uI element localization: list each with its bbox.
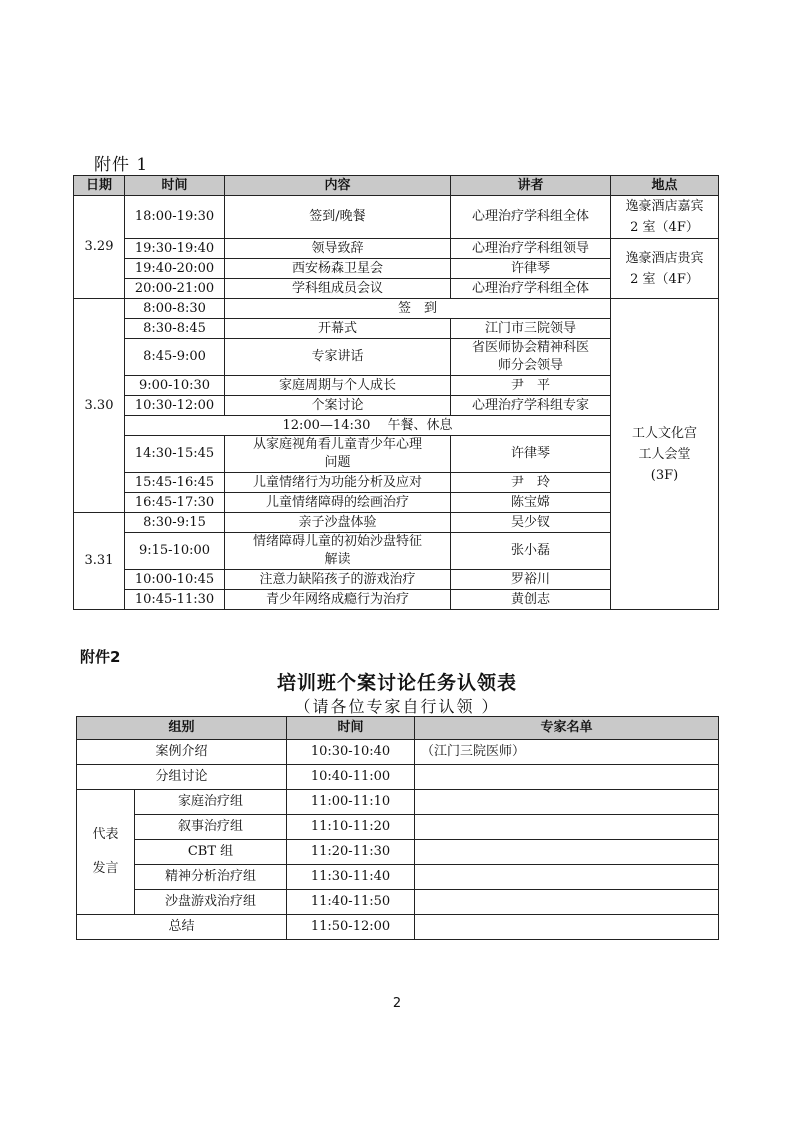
rep-label-line: 代表 — [92, 827, 119, 842]
attachment1-title: 附件 1 — [94, 155, 149, 175]
table-row — [77, 915, 719, 940]
location-line: (3F) — [650, 467, 679, 483]
speaker-cell: 许律琴 — [451, 436, 611, 473]
content-cell: 专家讲话 — [225, 339, 451, 376]
date-cell: 3.31 — [74, 513, 125, 610]
discussion-table-subheading: （请各位专家自行认领 ） — [294, 697, 500, 716]
schedule-table — [73, 175, 719, 610]
speaker-cell: 吴少钗 — [451, 513, 611, 533]
experts-cell[interactable] — [415, 790, 719, 815]
experts-cell[interactable] — [415, 915, 719, 940]
content-cell — [225, 436, 451, 473]
content-line: 从家庭视角看儿童青少年心理 — [252, 437, 422, 452]
schedule-header-row — [74, 176, 719, 196]
location-line: 2 室（4F） — [630, 220, 699, 235]
time-cell: 11:50-12:00 — [287, 915, 415, 940]
time-cell: 10:00-10:45 — [125, 570, 225, 590]
location-line: 逸豪酒店贵宾 — [625, 250, 704, 266]
header-location: 地点 — [611, 176, 719, 196]
content-cell: 注意力缺陷孩子的游戏治疗 — [225, 570, 451, 590]
table-row — [74, 239, 719, 259]
time-cell: 11:00-11:10 — [287, 790, 415, 815]
speaker-cell: 心理治疗学科组全体 — [451, 279, 611, 299]
speaker-cell: 尹 平 — [451, 376, 611, 396]
time-cell: 11:10-11:20 — [287, 815, 415, 840]
speaker-line: 师分会领导 — [497, 358, 563, 373]
time-cell: 10:30-12:00 — [125, 396, 225, 416]
location-cell — [611, 239, 719, 299]
speaker-cell: 罗裕川 — [451, 570, 611, 590]
group-cell: 叙事治疗组 — [135, 815, 287, 840]
time-cell: 8:45-9:00 — [125, 339, 225, 376]
group-cell: 案例介绍 — [77, 740, 287, 765]
time-cell: 15:45-16:45 — [125, 473, 225, 493]
table-row — [77, 815, 719, 840]
group-cell: 家庭治疗组 — [135, 790, 287, 815]
header-time: 时间 — [287, 717, 415, 740]
location-cell — [611, 196, 719, 239]
experts-cell[interactable] — [415, 840, 719, 865]
speaker-cell: 心理治疗学科组全体 — [451, 196, 611, 239]
location-line: 逸豪酒店嘉宾 — [625, 199, 704, 214]
experts-cell[interactable] — [415, 890, 719, 915]
time-cell: 11:30-11:40 — [287, 865, 415, 890]
time-cell: 11:40-11:50 — [287, 890, 415, 915]
time-cell: 11:20-11:30 — [287, 840, 415, 865]
header-experts: 专家名单 — [415, 717, 719, 740]
speaker-cell: 黄创志 — [451, 590, 611, 610]
speaker-cell: 陈宝嫦 — [451, 493, 611, 513]
table-row — [77, 790, 719, 815]
discussion-header-row — [77, 717, 719, 740]
content-cell: 签 到 — [225, 299, 611, 319]
content-cell: 青少年网络成瘾行为治疗 — [225, 590, 451, 610]
time-cell: 8:30-8:45 — [125, 319, 225, 339]
content-cell: 亲子沙盘体验 — [225, 513, 451, 533]
experts-cell[interactable] — [415, 765, 719, 790]
location-cell — [611, 299, 719, 610]
speaker-cell: 江门市三院领导 — [451, 319, 611, 339]
header-speaker: 讲者 — [451, 176, 611, 196]
date-cell: 3.30 — [74, 299, 125, 513]
time-cell: 10:30-10:40 — [287, 740, 415, 765]
location-line: 2 室（4F） — [630, 271, 699, 287]
group-cell: CBT 组 — [135, 840, 287, 865]
time-cell: 9:00-10:30 — [125, 376, 225, 396]
time-cell: 19:30-19:40 — [125, 239, 225, 259]
representative-speech-label — [77, 790, 135, 915]
speaker-cell: 心理治疗学科组领导 — [451, 239, 611, 259]
time-cell: 10:40-11:00 — [287, 765, 415, 790]
table-row — [77, 765, 719, 790]
time-cell: 18:00-19:30 — [125, 196, 225, 239]
experts-cell[interactable] — [415, 865, 719, 890]
speaker-cell: 心理治疗学科组专家 — [451, 396, 611, 416]
discussion-task-table — [76, 716, 719, 940]
time-cell: 20:00-21:00 — [125, 279, 225, 299]
experts-cell[interactable] — [415, 815, 719, 840]
location-line: 工人文化宫 — [631, 425, 697, 441]
content-line: 情绪障碍儿童的初始沙盘特征 — [252, 534, 422, 549]
table-row — [77, 840, 719, 865]
table-row — [77, 865, 719, 890]
time-cell: 19:40-20:00 — [125, 259, 225, 279]
group-cell: 精神分析治疗组 — [135, 865, 287, 890]
content-cell — [225, 533, 451, 570]
attachment2-title: 附件2 — [80, 648, 121, 666]
header-content: 内容 — [225, 176, 451, 196]
content-cell: 学科组成员会议 — [225, 279, 451, 299]
content-line: 解读 — [324, 552, 351, 567]
lunch-break-cell: 12:00—14:30 午餐、休息 — [125, 416, 611, 436]
time-cell: 9:15-10:00 — [125, 533, 225, 570]
content-cell: 领导致辞 — [225, 239, 451, 259]
rep-label-line: 发言 — [92, 861, 119, 876]
time-cell: 16:45-17:30 — [125, 493, 225, 513]
experts-cell[interactable]: （江门三院医师） — [415, 740, 719, 765]
speaker-line: 省医师协会精神科医 — [471, 340, 589, 355]
content-cell: 儿童情绪障碍的绘画治疗 — [225, 493, 451, 513]
time-cell: 14:30-15:45 — [125, 436, 225, 473]
time-cell: 8:00-8:30 — [125, 299, 225, 319]
content-cell: 签到/晚餐 — [225, 196, 451, 239]
page-number: 2 — [392, 996, 402, 1011]
content-cell: 家庭周期与个人成长 — [225, 376, 451, 396]
table-row — [77, 740, 719, 765]
date-cell: 3.29 — [74, 196, 125, 299]
speaker-cell: 尹 玲 — [451, 473, 611, 493]
table-row — [74, 196, 719, 239]
location-line: 工人会堂 — [638, 446, 691, 462]
table-row — [77, 890, 719, 915]
table-row — [74, 299, 719, 319]
content-cell: 个案讨论 — [225, 396, 451, 416]
speaker-cell: 张小磊 — [451, 533, 611, 570]
content-cell: 西安杨森卫星会 — [225, 259, 451, 279]
group-cell: 分组讨论 — [77, 765, 287, 790]
speaker-cell: 许律琴 — [451, 259, 611, 279]
content-cell: 开幕式 — [225, 319, 451, 339]
group-cell: 总结 — [77, 915, 287, 940]
content-cell: 儿童情绪行为功能分析及应对 — [225, 473, 451, 493]
speaker-cell — [451, 339, 611, 376]
time-cell: 8:30-9:15 — [125, 513, 225, 533]
header-time: 时间 — [125, 176, 225, 196]
content-line: 问题 — [324, 455, 351, 470]
group-cell: 沙盘游戏治疗组 — [135, 890, 287, 915]
time-cell: 10:45-11:30 — [125, 590, 225, 610]
header-date: 日期 — [74, 176, 125, 196]
discussion-table-heading: 培训班个案讨论任务认领表 — [276, 672, 517, 694]
header-group: 组别 — [77, 717, 287, 740]
